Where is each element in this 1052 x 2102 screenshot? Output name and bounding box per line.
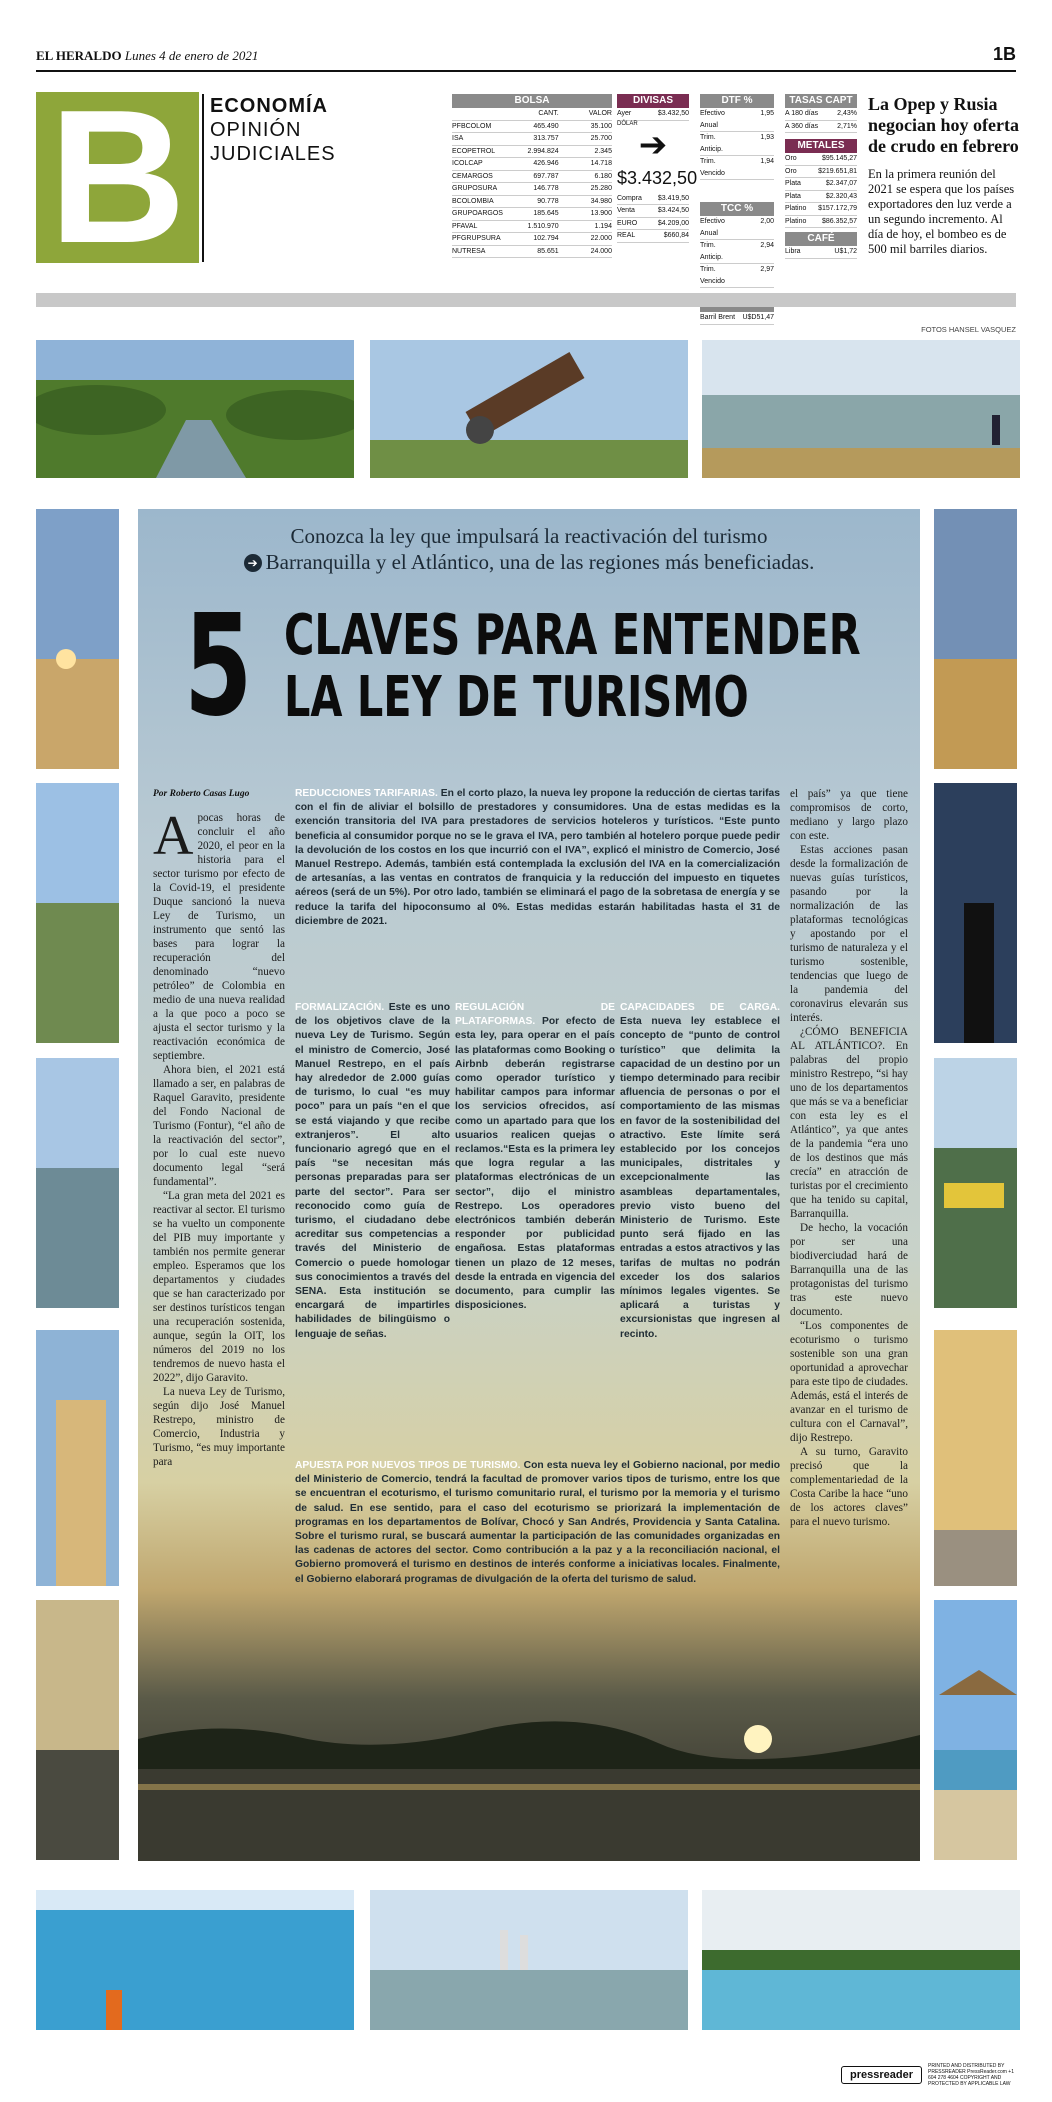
bolsa-row: GRUPOARGOS 185.645 13.900	[452, 208, 612, 221]
article-headline	[284, 603, 861, 730]
subkicker-text: Barranquilla y el Atlántico, una de las regiones más beneficiadas.	[265, 550, 815, 574]
bolsa-row: ISA 313.757 25.700	[452, 133, 612, 146]
body-paragraph: Ahora bien, el 2021 está llamado a ser, en palabras de Raquel Garavito, presidente del Fondo Nacional de Turismo (Fontur), “el año de la reactivación del sector”, por lo cual este nuevo documento legal “será fundamental”.	[153, 1064, 285, 1188]
section-letter: B	[36, 92, 199, 263]
dtf-title: DTF %	[700, 94, 774, 108]
key-title: FORMALIZACIÓN.	[295, 1002, 385, 1013]
metales-row: Oro $95.145,27	[785, 153, 857, 166]
bolsa-title: BOLSA	[452, 94, 612, 108]
body-paragraph: “La gran meta del 2021 es reactivar al sector. El turismo se ha vuelto un componente del PIB muy importante y también nos permite generar empleo. Esperamos que los departamentos y ciudades que se han caracterizado por ser destinos turísticos tengan una recuperación sostenida, aunque, según la OIT, los números del 2019 no los tendremos de nuevo hasta el 2022”, dijo Garavito.	[153, 1190, 285, 1384]
top-rule	[36, 70, 1016, 72]
photo-river-boat	[934, 1058, 1017, 1308]
body-paragraph: Estas acciones pasan desde la formalización de nuevas guías turísticos, pasando por la normalización de las plataformas tecnológicas y apostando por el turismo de naturaleza y el turismo sostenible, tendencias que luego de la pandemia del coronavirus elevarán sus interés.	[790, 844, 908, 1024]
pressreader-logo: pressreader	[841, 2066, 922, 2084]
key-title: CAPACIDADES DE CARGA.	[620, 1002, 780, 1013]
opep-body: En la primera reunión del 2021 se espera que los países exportadores den luz verde a un segundo incremento. Al día de hoy, el bombeo es de 500 mil barriles diarios.	[868, 167, 1015, 256]
opep-brief	[868, 94, 1020, 257]
photo-boats	[36, 1058, 119, 1308]
photo-colonial-street	[934, 1330, 1017, 1586]
photo-sea-boy	[36, 1890, 354, 2030]
divisas-row: REAL $660,84	[617, 230, 689, 243]
section-opinion: OPINIÓN	[210, 119, 302, 141]
key-nuevos-tipos: APUESTA POR NUEVOS TIPOS DE TURISMO. Con esta nueva ley el Gobierno nacional, por medio del Ministerio de Comercio, tendrá la facultad de promover varios tipos de turismo, entre los que se encuentran el ecoturismo, el turismo comunitario rural, el turismo por la memoria y el turismo de salud. En ese sentido, para el caso del ecoturismo se priorizará la implementación de programas en los departamentos de Bolívar, Chocó y San Andrés, Providencia y Santa Catalina. Sobre el turismo rural, se buscará aumentar la participación de las comunidades organizadas en las cadenas de actores del sector. Como contribución a la paz y a la reconciliación nacional, el Gobierno promoverá el turismo en destinos de interés conforme a iniciativas locales. Finalmente, el Gobierno elaborará programas de divulgación de la oferta del turismo de salud.	[295, 1460, 780, 1585]
feature-article	[138, 509, 920, 1861]
divisas-row: Venta $3.424,50	[617, 205, 689, 218]
metales-row: Plata $2.347,07	[785, 178, 857, 191]
cafe-title: CAFÉ	[785, 232, 857, 246]
tcc-row: Efectivo Anual 2,00	[700, 216, 774, 240]
photo-pier-sunset	[934, 509, 1017, 769]
body-paragraph: ¿CÓMO BENEFICIA AL ATLÁNTICO?. En palabras del propio ministro Restrepo, “si hay uno de los departamentos que más se va a beneficiar con esta ley es el Atlántico”, ya que antes de la pandemia “era uno de los destinos que más crecía” en atracción de turistas por el crecimiento que ha tenido su capital, Barranquilla.	[790, 1026, 908, 1220]
photo-person-trees	[934, 783, 1017, 1043]
body-column-1	[153, 805, 285, 1469]
bolsa-row: NUTRESA 85.651 24.000	[452, 246, 612, 259]
page-number: 1B	[992, 44, 1016, 64]
dtf-table	[700, 94, 774, 325]
opep-title: La Opep y Rusia negocian hoy oferta de crudo en febrero	[868, 94, 1019, 156]
pressreader-notice: PRINTED AND DISTRIBUTED BY PRESSREADER PressReader.com +1 604 278 4604 COPYRIGHT AND PROTECTED BY APPLICABLE LAW	[928, 2063, 1015, 2087]
tasas-row: A 180 días 2,43%	[785, 108, 857, 121]
dolar-value: $3.432,50	[617, 167, 698, 188]
divisas-row: Compra $3.419,50	[617, 193, 689, 206]
bolsa-row: CEMARGOS 697.787 6.180	[452, 171, 612, 184]
photo-beach-people	[702, 340, 1020, 478]
pressreader-footer	[841, 2063, 1016, 2087]
article-subkicker	[138, 549, 920, 576]
metales-row: Oro $219.651,81	[785, 166, 857, 179]
bolsa-row: GRUPOSURA 146.778 25.280	[452, 183, 612, 196]
divisas-title: DIVISAS	[617, 94, 689, 108]
divisas-table	[617, 94, 698, 243]
metales-title: METALES	[785, 139, 857, 153]
photo-castle	[36, 1600, 119, 1860]
dolar-label: DÓLAR	[617, 120, 638, 127]
metales-row: Platino $157.172,79	[785, 203, 857, 216]
headline-line-1: CLAVES PARA ENTENDER	[284, 603, 861, 668]
tasas-table	[785, 94, 857, 259]
paper-name: EL HERALDO	[36, 48, 122, 63]
petroleo-row: Barril Brent U$D51,47	[700, 312, 774, 325]
dtf-row: Trim. Anticip. 1,93	[700, 132, 774, 156]
tcc-title: TCC %	[700, 202, 774, 216]
key-title: REDUCCIONES TARIFARIAS.	[295, 788, 438, 799]
cafe-row: Libra U$1,72	[785, 246, 857, 259]
body-paragraph: A su turno, Garavito precisó que la complementariedad de la Costa Caribe la hace “uno de los actores claves” para el nuevo turismo.	[790, 1446, 908, 1528]
gray-band	[36, 293, 1016, 307]
body-paragraph: La nueva Ley de Turismo, según dijo José Manuel Restrepo, ministro de Comercio, Industria y Turismo, “es muy importante para	[153, 1386, 285, 1468]
tasas-title: TASAS CAPT	[785, 94, 857, 108]
photo-church	[36, 1330, 119, 1586]
key-title: REGULACIÓN DE PLATAFORMAS.	[455, 1002, 615, 1028]
bolsa-row: ECOPETROL 2.994.824 2.345	[452, 146, 612, 159]
body-paragraph: De hecho, la vocación por ser una biodiverciudad hará de Barranquilla una de las protagonistas del turismo tras este nuevo documento.	[790, 1222, 908, 1318]
dtf-row: Efectivo Anual 1,95	[700, 108, 774, 132]
key-regulacion: REGULACIÓN DE PLATAFORMAS. Por efecto de esta ley, para operar en el país las plataformas como Booking o Airbnb deberán registrarse como operador turístico y habilitar campos para informar los servicios ofrecidos, así como un apartado para que los usuarios realicen quejas o reclamos.“Esta es la primera ley que logra regular a las plataformas electrónicas de un sector”, dijo el ministro Restrepo. Los operadores electrónicos también deberán responder por publicidad engañosa. Estas plataformas tienen un plazo de 12 meses, desde la entrada en vigencia del documento, para cumplir las disposiciones.	[455, 1002, 615, 1312]
arrow-right-icon: ➔	[638, 124, 668, 165]
photo-coast-buildings	[370, 1890, 688, 2030]
section-list	[202, 94, 336, 262]
photo-beach-umbrella	[934, 1600, 1017, 1860]
divisas-row: EURO $4.209,00	[617, 218, 689, 231]
section-economia: ECONOMÍA	[210, 95, 328, 117]
headline-line-2: LA LEY DE TURISMO	[284, 665, 749, 730]
bolsa-row: ICOLCAP 426.946 14.718	[452, 158, 612, 171]
tcc-row: Trim. Anticip. 2,94	[700, 240, 774, 264]
dtf-row: Trim. Vencido 1,94	[700, 156, 774, 180]
byline: Por Roberto Casas Lugo	[153, 789, 250, 799]
article-kicker: Conozca la ley que impulsará la reactivación del turismo	[290, 524, 768, 548]
headline-number: 5	[184, 585, 253, 748]
body-paragraph: el país” ya que tiene compromisos de corto, mediano y largo plazo con este.	[790, 788, 908, 842]
body-paragraph: “Los componentes de ecoturismo o turismo sostenible son una gran oportunidad a aprovechar para este tipo de ciudades. Además, está el interés de avanzar en el turismo de cultura con el Carnaval”, dijo Restrepo.	[790, 1320, 908, 1444]
river-sunset-illustration	[138, 1709, 920, 1861]
bolsa-row: PFBCOLOM 465.490 35.100	[452, 121, 612, 134]
photo-credit: FOTOS HANSEL VASQUEZ	[921, 325, 1016, 334]
bolsa-row: PFGRUPSURA 102.794 22.000	[452, 233, 612, 246]
drop-cap: A	[153, 805, 194, 867]
section-judiciales: JUDICIALES	[210, 143, 336, 165]
bolsa-table	[452, 94, 612, 258]
photo-sunset-sea	[36, 509, 119, 769]
photo-monument	[370, 340, 688, 478]
photo-river-vegetation	[36, 340, 354, 478]
bolsa-row: BCOLOMBIA 90.778 34.980	[452, 196, 612, 209]
divisas-ayer: Ayer $3.432,50	[617, 108, 689, 121]
masthead	[36, 48, 258, 64]
key-reducciones: REDUCCIONES TARIFARIAS. En el corto plazo, la nueva ley propone la reducción de ciertas tarifas con el fin de aliviar el bolsillo de prestadores y consumidores. Una de estas medidas es la exención transitoria del IVA para prestadores de servicios hoteleros y turísticos. “Este punto beneficia al consumidor porque no se le grava el IVA, pero también al hotelero porque puede pedir la devolución de los costos en los que incurrió con el IVA”, explicó el ministro de Comercio, José Manuel Restrepo. Además, también está contemplada la exclusión del IVA en la comercialización de artesanías, a las ventas en contratos de franquicia y la reducción del impuesto en tiquetes aéreos (será de un 5%). Por otro lado, también se eliminará el pago de la sobretasa de energía y se reduce la tarifa del hipoconsumo al 0%. Estas medidas estarán habilitadas hasta el 31 de diciembre de 2021.	[295, 788, 780, 927]
tcc-row: Trim. Vencido 2,97	[700, 264, 774, 288]
body-column-5	[790, 787, 908, 1529]
photo-beach-palms	[702, 1890, 1020, 2030]
metales-row: Plata $2.320,43	[785, 191, 857, 204]
bolsa-row: PFAVAL 1.510.970 1.194	[452, 221, 612, 234]
photo-boardwalk	[36, 783, 119, 1043]
tasas-row: A 360 días 2,71%	[785, 121, 857, 134]
bolsa-header: CANT. VALOR	[452, 108, 612, 121]
body-paragraph: Apocas horas de concluir el año 2020, el peor en la historia para el sector turismo por efecto de la Covid-19, el presidente Duque sancionó la nueva Ley de Turismo, un instrumento que sentó las bases para lograr la recuperación del denominado “nuevo petróleo” de Colombia en medio de una nueva realidad a la que poco a poco se ajusta el sector turismo y la reactivación económica de septiembre.	[153, 805, 285, 1062]
metales-row: Platino $86.352,57	[785, 216, 857, 229]
issue-date: Lunes 4 de enero de 2021	[124, 48, 259, 63]
arrow-circle-icon: ➔	[244, 554, 262, 572]
key-title: APUESTA POR NUEVOS TIPOS DE TURISMO.	[295, 1460, 521, 1471]
key-formalizacion: FORMALIZACIÓN. Este es uno de los objetivos clave de la nueva Ley de Turismo. Según el ministro de Comercio, José Manuel Restrepo, en el país hay alrededor de 2.000 guías de turismo, lo cual “es muy poco” para un país “en el que se está viajando y que recibe extranjeros”. El alto funcionario agregó que en el país “se necesitan más personas preparadas para ser parte del sector”. Para ser reconocido como guía de turismo, el ciudadano debe acreditar sus competencias a través del Ministerio de Comercio o puede homologar sus conocimientos a través del SENA. Esta institución se encargará de impartirles habilidades de bilingüismo o lenguaje de señas.	[295, 1002, 450, 1340]
key-capacidades: CAPACIDADES DE CARGA. Esta nueva ley establece el concepto de “punto de control turístico” que delimita la capacidad de un destino por un tiempo determinado para recibir afluencia de personas o por el comportamiento de las mismas en favor de la sostenibilidad del atractivo. Este límite será establecido por los concejos municipales, distritales y excepcionalmente las asambleas departamentales, previo visto bueno del Ministerio de Turismo. Este punto será fijado en las entradas a estos atractivos y las tarifas de multas no podrán exceder los dos salarios mínimos legales vigentes. Se aplicará a turistas y excursionistas que ingresen al recinto.	[620, 1002, 780, 1340]
